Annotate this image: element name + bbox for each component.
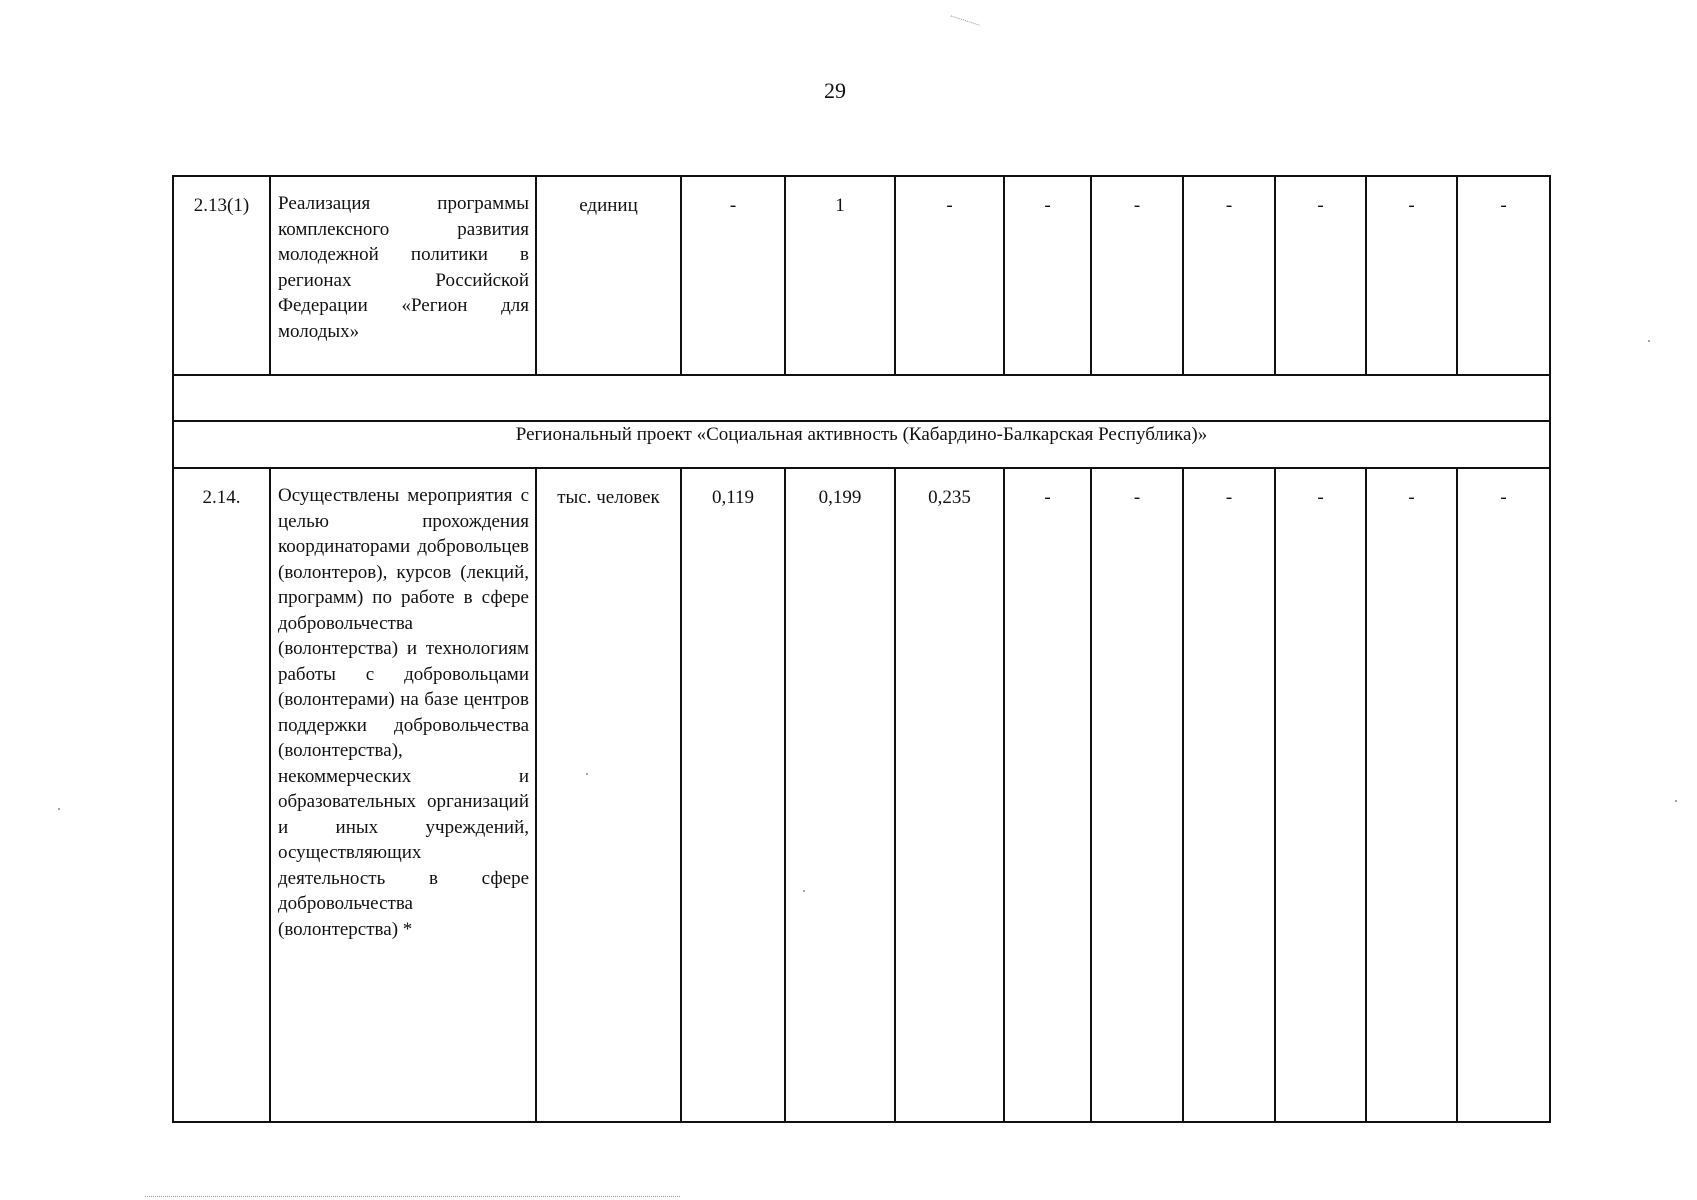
value-cell: 0,119	[681, 468, 785, 1122]
unit-cell: единиц	[536, 176, 681, 375]
value-cell: -	[1183, 176, 1275, 375]
value-cell: -	[1091, 176, 1183, 375]
value-cell: -	[681, 176, 785, 375]
scan-dot	[1648, 340, 1650, 342]
table-row	[173, 176, 1550, 375]
value-cell: -	[1004, 468, 1091, 1122]
value-cell: -	[895, 176, 1004, 375]
unit-cell: тыс. человек	[536, 468, 681, 1122]
value-cell: -	[1183, 468, 1275, 1122]
empty-row	[173, 375, 1550, 421]
scan-artifact-top	[951, 15, 980, 25]
value-cell: -	[1366, 176, 1457, 375]
scan-dot	[58, 808, 60, 810]
section-row	[173, 421, 1550, 468]
value-cell: -	[1457, 176, 1550, 375]
section-title: Региональный проект «Социальная активность (Кабардино-Балкарская Республика)»	[173, 421, 1550, 468]
value-cell: -	[1275, 468, 1366, 1122]
table-row	[173, 468, 1550, 1122]
value-cell: -	[1004, 176, 1091, 375]
value-cell: 0,235	[895, 468, 1004, 1122]
row-number: 2.14.	[173, 468, 270, 1122]
empty-cell	[173, 375, 1550, 421]
value-cell: 1	[785, 176, 895, 375]
indicators-table	[172, 175, 1551, 1123]
scan-artifact-bottom	[145, 1196, 680, 1197]
row-number: 2.13(1)	[173, 176, 270, 375]
value-cell: -	[1457, 468, 1550, 1122]
value-cell: -	[1275, 176, 1366, 375]
page-number: 29	[824, 78, 846, 103]
indicator-name: Осуществлены мероприятия с целью прохождения координаторами добровольцев (волонтеров), курсов (лекций, программ) по работе в сфере добровольчества (волонтерства) и технологиям работы с добровольцами (волонтерами) на базе центров поддержки добровольчества (волонтерства), некоммерческих и образовательных организаций и иных учреждений, осуществляющих деятельность в сфере добровольчества (волонтерства) *	[270, 468, 536, 1122]
value-cell: -	[1091, 468, 1183, 1122]
scan-dot	[1675, 800, 1677, 802]
value-cell: 0,199	[785, 468, 895, 1122]
value-cell: -	[1366, 468, 1457, 1122]
indicator-name: Реализация программы комплексного развития молодежной политики в регионах Российской Федерации «Регион для молодых»	[270, 176, 536, 375]
